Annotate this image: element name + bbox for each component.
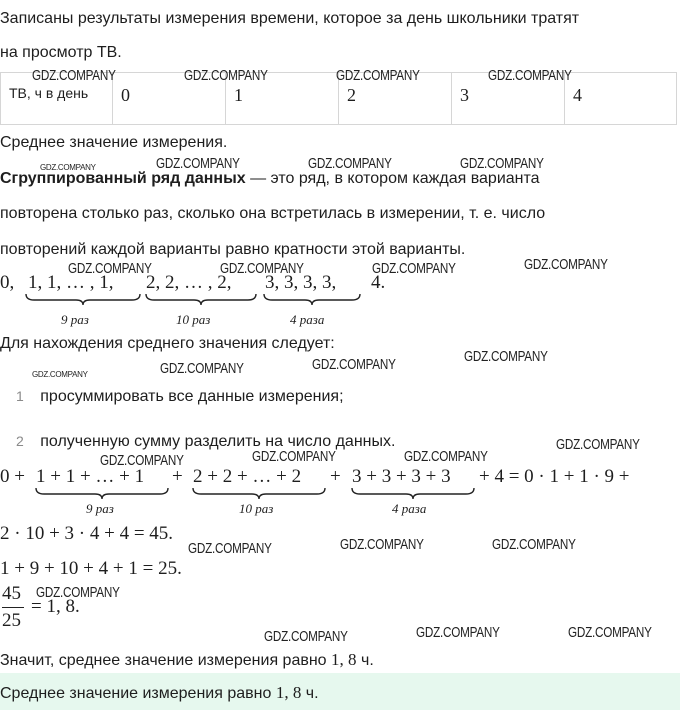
conclusion-unit: ч. (356, 652, 374, 669)
table-cell: 4 (565, 73, 677, 125)
fraction-result: = 1, 8. (31, 596, 80, 617)
sum-threes: 3 + 3 + 3 + 3 (352, 466, 451, 487)
watermark: GDZ.COMPANY (36, 584, 120, 601)
step-number: 2 (16, 433, 24, 449)
brace-label-twos: 10 раз (176, 312, 211, 327)
sum-prefix: 0 + (0, 466, 25, 487)
watermark: GDZ.COMPANY (404, 448, 488, 465)
watermark: GDZ.COMPANY (264, 628, 348, 645)
watermark: GDZ.COMPANY (312, 356, 396, 373)
step-text: просуммировать все данные измерения; (40, 388, 344, 405)
sum-plus: + (172, 466, 183, 487)
underbrace-sum-twos (191, 486, 327, 500)
conclusion-text: Значит, среднее значение измерения равно (0, 652, 332, 669)
watermark: GDZ.COMPANY (160, 360, 244, 377)
conclusion (0, 650, 374, 670)
watermark: GDZ.COMPANY (336, 67, 420, 84)
fraction-denominator: 25 (2, 610, 21, 631)
section-heading: Среднее значение измерения. (0, 134, 228, 151)
table-cell: 3 (452, 73, 565, 125)
watermark: GDZ.COMPANY (372, 260, 456, 277)
answer-line (0, 683, 319, 703)
underbrace-sum-threes (350, 486, 476, 500)
answer-unit: ч. (301, 685, 319, 702)
underbrace-twos (144, 292, 258, 306)
watermark: GDZ.COMPANY (488, 67, 572, 84)
answer-box (0, 673, 680, 710)
watermark: GDZ.COMPANY (184, 67, 268, 84)
underbrace-sum-ones (34, 486, 170, 500)
watermark: GDZ.COMPANY (100, 452, 184, 469)
watermark: GDZ.COMPANY (340, 536, 424, 553)
watermark: GDZ.COMPANY (308, 155, 392, 172)
intro-line-1: Записаны результаты измерения времени, которое за день школьники тратят (0, 10, 580, 27)
watermark: GDZ.COMPANY (556, 436, 640, 453)
count-line: 1 + 9 + 10 + 4 + 1 = 25. (0, 558, 182, 579)
underbrace-ones (24, 292, 142, 306)
sum-line-2: 2 · 10 + 3 · 4 + 4 = 45. (0, 523, 174, 544)
definition-line-2: повторена столько раз, сколько она встретилась в измерении, т. е. число (0, 205, 546, 222)
brace-label-threes: 4 раза (290, 312, 325, 327)
brace-label-ones: 9 раз (86, 501, 114, 516)
watermark: GDZ.COMPANY (464, 348, 548, 365)
watermark: GDZ.COMPANY (32, 370, 88, 379)
sum-tail: + 4 = 0 · 1 + 1 · 9 + (479, 466, 630, 487)
sum-ones: 1 + 1 + … + 1 (36, 466, 145, 487)
sum-twos: 2 + 2 + … + 2 (193, 466, 302, 487)
watermark: GDZ.COMPANY (568, 624, 652, 641)
fraction-bar (2, 607, 24, 608)
table-cell: 0 (113, 73, 226, 125)
answer-text: Среднее значение измерения равно (0, 685, 276, 702)
table-cell: 2 (339, 73, 452, 125)
watermark: GDZ.COMPANY (460, 155, 544, 172)
watermark: GDZ.COMPANY (252, 448, 336, 465)
list-item (16, 433, 395, 451)
steps-intro: Для нахождения среднего значения следует: (0, 335, 335, 352)
brace-label-ones: 9 раз (61, 312, 89, 327)
series-twos: 2, 2, … , 2, (146, 272, 232, 293)
watermark: GDZ.COMPANY (156, 155, 240, 172)
definition-line-3: повторений каждой варианты равно кратности этой варианты. (0, 241, 466, 258)
series-zero: 0, (0, 272, 15, 293)
watermark: GDZ.COMPANY (40, 163, 96, 172)
list-item (16, 388, 344, 406)
definition-line-1 (0, 170, 540, 188)
watermark: GDZ.COMPANY (68, 260, 152, 277)
watermark: GDZ.COMPANY (188, 540, 272, 557)
watermark: GDZ.COMPANY (416, 624, 500, 641)
definition-text: — это ряд, в котором каждая варианта (245, 170, 540, 187)
series-threes: 3, 3, 3, 3, (265, 272, 337, 293)
series-four: 4. (371, 272, 386, 293)
watermark: GDZ.COMPANY (524, 256, 608, 273)
brace-label-twos: 10 раз (239, 501, 274, 516)
table-cell: 1 (226, 73, 339, 125)
watermark: GDZ.COMPANY (492, 536, 576, 553)
intro-line-2: на просмотр ТВ. (0, 44, 122, 61)
sum-plus: + (330, 466, 341, 487)
watermark: GDZ.COMPANY (220, 260, 304, 277)
step-text: полученную сумму разделить на число данных. (40, 433, 396, 450)
watermark: GDZ.COMPANY (32, 67, 116, 84)
table-header-cell: ТВ, ч в день (1, 73, 113, 125)
step-number: 1 (16, 388, 24, 404)
definition-term: Сгруппированный ряд данных (0, 170, 246, 187)
series-ones: 1, 1, … , 1, (28, 272, 114, 293)
answer-value: 1, 8 (275, 683, 302, 702)
underbrace-threes (262, 292, 362, 306)
fraction-numerator: 45 (2, 583, 21, 604)
conclusion-value: 1, 8 (331, 650, 357, 669)
brace-label-threes: 4 раза (392, 501, 427, 516)
